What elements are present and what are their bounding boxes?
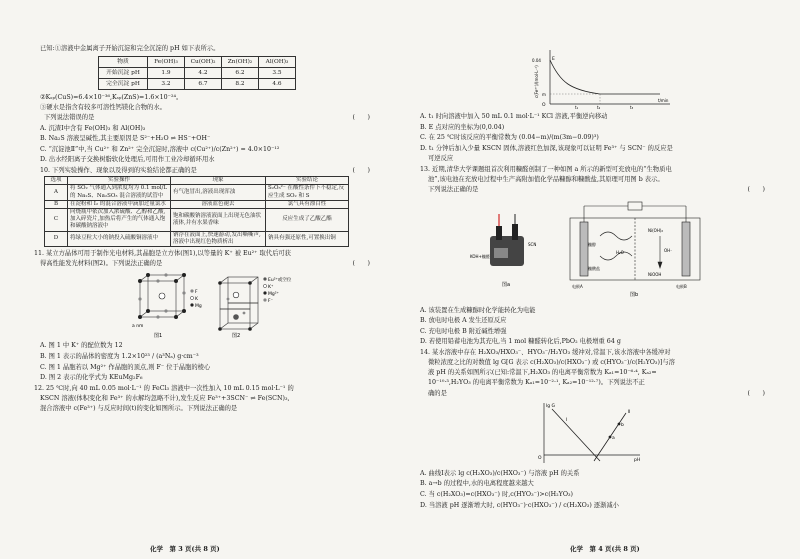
q13-option-a: A. 该装置在生成糠醇时化学能转化为电能 xyxy=(420,306,536,314)
ph-header-cell: Fe(OH)₃ xyxy=(148,57,185,68)
q13-line-3 xyxy=(420,185,765,194)
q14-point-label: a xyxy=(612,435,615,441)
fig-b-caption: 图b xyxy=(630,291,639,298)
fig2-legend-item: Eu²⁺或空位 xyxy=(268,278,292,284)
table-row xyxy=(99,68,296,79)
page-footer-right: 化学 第 4 页(共 8 页) xyxy=(570,545,640,553)
fig-b-label: 电极B xyxy=(676,283,687,289)
ph-cell: 6.7 xyxy=(185,79,222,90)
q12-option-c: C. 在 25 ℃时该反应的平衡常数为 (0.04−m)/(m(3m−0.09)³) xyxy=(420,134,599,142)
ph-cell: 4.6 xyxy=(259,79,296,90)
q14-option-c: C. 当 c(H₂XO₃)=c(HXO₃⁻) 时,c(HYO₃⁻)>c(H₂YO₃) xyxy=(420,491,573,499)
exp-cell: B xyxy=(45,200,68,208)
answer-paren: ( ) xyxy=(352,260,370,268)
q14-point-a xyxy=(609,435,612,438)
q14-point-b xyxy=(618,422,621,425)
left-column xyxy=(34,44,370,414)
battery-figures xyxy=(420,196,765,306)
q14-line-5 xyxy=(420,389,765,398)
fig-a-caption: 图a xyxy=(502,281,511,288)
crystal-figures xyxy=(40,269,370,341)
exp-cell: A xyxy=(45,185,68,200)
q11-option-d: D. 图 2 表示的化学式为 KEuMg₂F₆ xyxy=(40,374,143,382)
q12-option-d: D. t₁ 分钟后加入少量 KSCN 固体,溶液红色加深,该现象可以证明 Fe³⁺ 与 SCN⁻ 的反应是 xyxy=(420,144,673,152)
exp-cell: 向烧瓶中依次加入浓硫酸、乙醇和乙酸,加入碎瓷片,加热后将产生的气体通入饱和碳酸钠溶液中 xyxy=(68,208,171,231)
fig1-legend-item: F xyxy=(195,290,198,296)
q14-curve-label: Ⅱ xyxy=(628,409,631,415)
answer-paren: ( ) xyxy=(352,114,370,122)
exp-cell: 将绿豆粒大小的钠投入硫酸铜溶液中 xyxy=(68,231,171,246)
q11-option-a: A. 图 1 中 K⁺ 的配位数为 12 xyxy=(40,342,123,350)
q12-line-2: KSCN 溶液(体积变化和 Fe³⁺ 的水解均忽略不计),发生反应 Fe³⁺+3SCN⁻ ⇌ Fe(SCN)₃, xyxy=(40,394,290,402)
exp-cell: 氯气具有漂白性 xyxy=(266,200,349,208)
ph-cell: 3.2 xyxy=(148,79,185,90)
q13-line-3-text: 下列说法正确的是 xyxy=(428,186,479,194)
table-row xyxy=(45,200,349,208)
fig2-caption: 图2 xyxy=(232,333,241,340)
exp-cell: 钠浮在液面上,快速游动,发出嘶嘶声,溶液中出现红色物质析出 xyxy=(171,231,266,246)
q12-tick-x: t₃ xyxy=(630,105,634,110)
exp-header-cell: 选项 xyxy=(45,177,68,185)
q12-line-1: 12. 25 ℃时,向 40 mL 0.05 mol·L⁻¹ 的 FeCl₃ 溶液中一次性加入 10 mL 0.15 mol·L⁻¹ 的 xyxy=(34,384,294,392)
q12-x-label: t/min xyxy=(658,98,669,103)
fig2-legend-item: K⁺ xyxy=(268,285,274,291)
q13-line-1: 13. 近期,清华大学课题组首次利用糠醛创制了一种如图 a 所示的新型可充放电的“生物质电 xyxy=(420,165,672,173)
q12-tick-x: t₂ xyxy=(597,105,601,110)
ph-header-cell: Zn(OH)₂ xyxy=(222,57,259,68)
q12-option-d-cont: 可逆反应 xyxy=(428,155,454,163)
q14-option-a: A. 曲线Ⅰ表示 lg c(H₂XO₃)/c(HXO₃⁻) 与溶液 pH 的关系 xyxy=(420,469,580,477)
ph-cell: 4.2 xyxy=(185,68,222,79)
answer-paren: ( ) xyxy=(747,389,765,397)
ksp-text: ②Kₛₚ(CuS)=6.4×10⁻³⁶,Kₛₚ(ZnS)=1.6×10⁻²⁴。 xyxy=(40,94,183,101)
ph-table xyxy=(98,56,296,90)
table-row xyxy=(45,185,349,200)
ph-table-header xyxy=(99,57,296,68)
exp-cell: S₂O₃²⁻ 在酸性条件下不稳定,反应生成 SO₂ 和 S xyxy=(266,185,349,200)
fig1-caption: 图1 xyxy=(154,333,163,340)
q14-option-d: D. 当溶液 pH 逐渐增大时, c(HYO₃⁻)·c(HXO₃⁻) / c(H₂XO₃) 逐渐减小 xyxy=(420,501,619,509)
fig2-legend-item: F⁻ xyxy=(268,299,273,305)
q14-option-b: B. a→b 的过程中,水的电离程度越来越大 xyxy=(420,480,534,488)
fig-b-label: 电极A xyxy=(572,283,583,289)
ph-cell: 3.5 xyxy=(259,68,296,79)
q12-tick-x: t₁ xyxy=(575,105,579,110)
q14-line-1: 14. 某水溶液中存在 H₂XO₃/HXO₃⁻、HYO₃⁻/H₂YO₃ 缓冲对,常温下,该水溶液中各缓冲对 xyxy=(420,348,671,356)
q9-option-c: C. “沉淀池Ⅱ”中,当 Cu²⁺ 和 Zn²⁺ 完全沉淀时,溶液中 c(Cu²⁺)/c(Zn²⁺) = 4.0×10⁻¹² xyxy=(40,145,280,153)
answer-paren: ( ) xyxy=(747,186,765,194)
q13-option-d: D. 若使用铅蓄电池为其充电,当 1 mol 糠醛转化后,PbO₂ 电极增重 64 g xyxy=(420,338,621,346)
fig-b-label: OH⁻ xyxy=(664,247,673,253)
ph-header-cell: Cu(OH)₂ xyxy=(185,57,222,68)
q14-x-label: pH xyxy=(634,457,641,463)
battery-figures-svg xyxy=(420,196,765,306)
q12-line-3: 混合溶液中 c(Fe³⁺) 与反应时间(t)的变化如图所示。下列说法正确的是 xyxy=(40,405,238,413)
q14-line-5-text: 确的是 xyxy=(428,389,447,397)
q11-line-2 xyxy=(40,259,370,268)
fig-b-label: Ni(OH)₂ xyxy=(648,227,663,233)
q14-point-label: b xyxy=(621,422,624,428)
table-row xyxy=(45,208,349,231)
q13-option-b: B. 放电时电极 A 发生还原反应 xyxy=(420,317,507,325)
q11-option-b: B. 图 1 表示的晶体的密度为 1.2×10²³ / (a³Nₐ) g·cm⁻³ xyxy=(40,352,199,360)
q13-option-c: C. 充电时电极 B 附近碱性增强 xyxy=(420,327,507,335)
q14-line-2: 微粒浓度之比的对数值 lg G[G 表示 c(H₂XO₃)/c(HXO₃⁻) 或 c(HYO₃⁻)/c(H₂YO₃)]与溶 xyxy=(428,359,675,367)
fig1-legend xyxy=(190,289,201,309)
fig-a-label: KOH+糠醛 xyxy=(470,253,490,259)
fig2-legend xyxy=(263,276,291,304)
fig1-legend-item: Mg xyxy=(195,304,202,310)
fig-b-label: 糠醇 xyxy=(588,241,596,247)
q11-option-c: C. 图 1 晶胞若以 Mg²⁺ 作晶胞的顶点,则 F⁻ 位于晶胞的棱心 xyxy=(40,363,211,371)
q9-option-a: A. 沉渣Ⅰ中含有 Fe(OH)₃ 和 Al(OH)₃ xyxy=(40,124,146,132)
exp-header-cell: 现象 xyxy=(171,177,266,185)
exp-header-cell: 实验操作 xyxy=(68,177,171,185)
answer-paren: ( ) xyxy=(352,166,370,174)
q14-origin: O xyxy=(538,455,542,461)
page-footer-left: 化学 第 3 页(共 8 页) xyxy=(150,545,220,553)
right-page xyxy=(400,0,800,559)
ph-cell: 1.9 xyxy=(148,68,185,79)
fig2-atoms xyxy=(218,282,252,332)
q12-option-a: A. t₁ 时向溶液中加入 50 mL 0.1 mol·L⁻¹ KCl 溶液,平衡逆向移动 xyxy=(420,113,608,120)
q14-line-3: 液 pH 的关系如图所示(已知:常温下,H₂XO₃ 的电离平衡常数为 Kₐ₁=10⁻⁶·⁴, Kₐ₂= xyxy=(428,369,657,377)
fig1-legend-item: K xyxy=(195,297,198,303)
exp-cell: 饱和碳酸钠溶液液面上出现无色油状液体,并有水果香味 xyxy=(171,208,266,231)
fig-a-device xyxy=(490,214,524,266)
q12-y-label: c(Fe³⁺)/(mol·L⁻¹) xyxy=(534,65,539,98)
ph-cell: 开始沉淀 pH xyxy=(99,68,148,79)
fig-b-label: 糠酸盐 xyxy=(588,265,600,271)
ph-cell: 6.2 xyxy=(222,68,259,79)
q9-stem xyxy=(40,113,370,122)
fig-b-label: H₂O xyxy=(616,249,624,255)
q14-graph-wrap xyxy=(420,399,765,469)
q10-stem-text: 10. 下列实验操作、现象以及得到的实验结论都正确的是 xyxy=(40,166,197,174)
exp-cell: 有气泡冒出,溶液出现浑浊 xyxy=(171,185,266,200)
crystal-figures-svg xyxy=(40,269,370,341)
q12-point-e: E xyxy=(552,57,555,62)
exp-cell: 将 SO₂ 气体通入到浓度均为 0.1 mol/L 的 Na₂S、Na₂SO₃ 混合溶液的试管中 xyxy=(68,185,171,200)
hard-water-text: ③硬水是指含有较多可溶性钙镁化合物的水。 xyxy=(40,104,166,112)
q12-graph xyxy=(530,46,680,110)
table-row xyxy=(45,231,349,246)
q14-curve-label: Ⅰ xyxy=(566,417,568,423)
fig2-cubes xyxy=(220,277,258,329)
q12-option-b: B. E 点对应的坐标为(0,0.04) xyxy=(420,123,505,131)
fig2-legend-item: Mg²⁺ xyxy=(268,292,279,298)
fig-a-label: SCN xyxy=(528,241,537,247)
q9-stem-text: 下列说法错误的是 xyxy=(44,114,95,122)
q9-option-d: D. 出水经阳离子交换树脂软化处理后,可用作工业冷却循环用水 xyxy=(40,156,215,164)
right-column xyxy=(420,112,765,511)
fig1-axis-label: a nm xyxy=(132,324,144,330)
exp-cell: 在淀粉和 I₂ 的混合溶液中滴加过量氯水 xyxy=(68,200,171,208)
q14-graph xyxy=(530,399,650,469)
q10-stem xyxy=(40,166,370,175)
exp-cell: 溶液蓝色褪去 xyxy=(171,200,266,208)
q12-tick-y: 0.04 xyxy=(532,58,541,63)
exp-cell: C xyxy=(45,208,68,231)
experiment-table xyxy=(44,176,349,247)
intro-text: 已知:①溶液中金属离子开始沉淀和完全沉淀的 pH 如下表所示。 xyxy=(40,45,220,52)
ph-cell: 完全沉淀 pH xyxy=(99,79,148,90)
q12-tick-y: m xyxy=(542,92,546,97)
fig-b-label: NiOOH xyxy=(648,271,662,277)
ph-header-cell: Al(OH)₃ xyxy=(259,57,296,68)
q14-y-label: lg G xyxy=(546,403,556,409)
ph-header-cell: 物质 xyxy=(99,57,148,68)
experiment-header xyxy=(45,177,349,185)
q12-curve xyxy=(550,60,660,94)
q9-option-b: B. Na₂S 溶液呈碱性,其主要原因是 S²⁻+H₂O ⇌ HS⁻+OH⁻ xyxy=(40,135,211,143)
ph-cell: 8.2 xyxy=(222,79,259,90)
q12-origin: O xyxy=(542,103,546,108)
q13-line-2: 池”,该电池在充放电过程中生产高附加值化学品糠醇和糠酸盐,其原理可用图 b 表示。 xyxy=(428,176,664,184)
fig1-atoms xyxy=(138,273,186,319)
exp-cell: D xyxy=(45,231,68,246)
q11-line-1: 11. 某立方晶体可用于制作光电材料,其晶胞是立方体(图1),以等量的 K⁺ 被 Eu²⁺ 取代后可获 xyxy=(34,249,291,257)
exp-header-cell: 实验结论 xyxy=(266,177,349,185)
q11-line-2-text: 得高性能发光材料(图2)。下列说法正确的是 xyxy=(40,260,163,268)
q14-curve-1 xyxy=(552,409,600,461)
exp-cell: 钠具有强还原性,可置换出铜 xyxy=(266,231,349,246)
table-row xyxy=(99,79,296,90)
exp-cell: 反应生成了乙酸乙酯 xyxy=(266,208,349,231)
q14-line-4: 10⁻¹⁰·³,H₂YO₃ 的电离平衡常数为 Kₐ₁=10⁻²·¹, Kₐ₂=10⁻¹²·⁷)。下列说法不正 xyxy=(428,379,645,387)
